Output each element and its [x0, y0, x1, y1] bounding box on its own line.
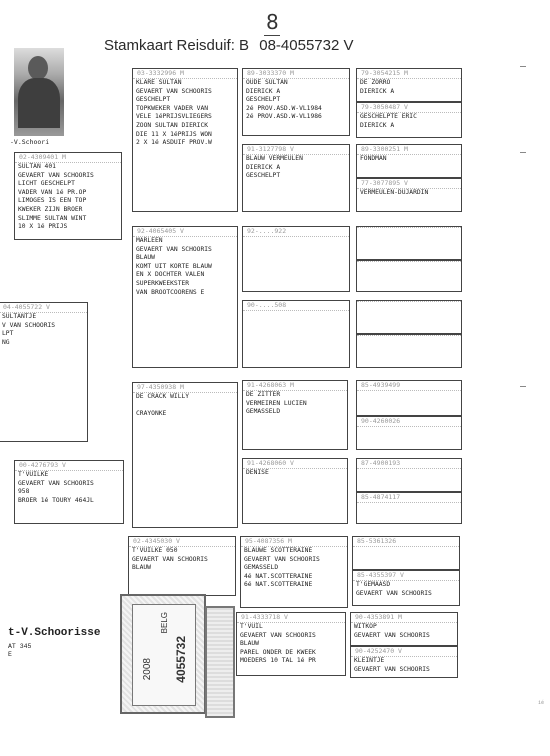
ring-number: 90-....508 [243, 301, 349, 311]
pedigree-line: LPT [2, 330, 14, 338]
pedigree-line: EN X DOCHTER VALEN [136, 271, 205, 279]
pedigree-line: MOEDERS 10 TAL 1é PR [240, 657, 316, 665]
ring-number: 95-4087356 M [241, 537, 347, 547]
pedigree-box-sire-sire [132, 68, 238, 212]
footer [8, 627, 100, 658]
pedigree-line: 2 X 1é ASDUIF PROV.W [136, 139, 212, 147]
ring-number: 90-4353891 M [351, 613, 457, 623]
pedigree-line: GEMASSELD [246, 408, 281, 416]
pedigree-line: LIMOGES IS EEN TOP [18, 197, 87, 205]
pedigree-box-g8 [356, 334, 462, 368]
ring-number: 85-4939499 [357, 381, 461, 391]
pedigree-box-g7 [356, 300, 462, 334]
pedigree-line: GEVAERT VAN SCHOORIS [354, 665, 430, 673]
pedigree-line: VAN BROOTCOORENS E [136, 288, 205, 296]
side-mark: ié [537, 700, 544, 706]
stamp-ring: 4055732 [174, 636, 188, 683]
handwritten-underline [264, 35, 280, 36]
pedigree-line: DE ZORRO [360, 79, 391, 86]
margin-dash [520, 152, 526, 153]
pedigree-box-dds [240, 536, 348, 608]
ring-number: 87-4900193 [357, 459, 461, 469]
pedigree-line: KWEKER ZIJN BROER [18, 205, 83, 213]
margin-dash [520, 386, 526, 387]
pedigree-line: DIERICK A [246, 163, 281, 171]
stamp-year: 2008 [142, 658, 153, 681]
pedigree-line: T'VUILKE 050 [132, 547, 178, 554]
pedigree-box-g14 [352, 570, 460, 606]
ring-number: 91-4268060 V [243, 459, 347, 469]
pedigree-box-g5 [356, 226, 462, 260]
pedigree-line: DIERICK A [360, 87, 395, 95]
ring-number: 85-4874117 [357, 493, 461, 503]
pedigree-box-ssd [242, 144, 350, 212]
pedigree-box-g15 [350, 612, 458, 646]
pedigree-line: BLAUWE SCOTTERAINE [244, 547, 313, 554]
footer-line-3: E [8, 651, 12, 658]
stamp-country: BELG [160, 612, 169, 634]
pedigree-line: WITKOP [354, 623, 377, 630]
ring-number: 92-4065405 V [133, 227, 237, 237]
pedigree-line [133, 402, 237, 411]
pedigree-line: KOMT UIT KORTE BLAUW [136, 262, 212, 270]
ring-number: 90-4260026 [357, 417, 461, 427]
ring-number: 00-4276793 V [15, 461, 123, 471]
pedigree-line: OUDE SULTAN [246, 79, 288, 86]
pedigree-line: 2é PROV.ASD.W-VL1984 [246, 104, 322, 112]
pedigree-line: LICHT GESCHELPT [18, 180, 75, 188]
pedigree-line: TOPKWEKER VADER VAN [136, 104, 209, 112]
ring-number: 97-4350938 M [133, 383, 237, 393]
ring-number [357, 261, 461, 262]
pedigree-box-dsd [242, 458, 348, 524]
ring-number: 91-4268063 M [243, 381, 347, 391]
pedigree-line: GEVAERT VAN SCHOORIS [18, 479, 94, 487]
margin-dash [520, 66, 526, 67]
stamp-border-strip [205, 606, 235, 718]
photo-caption: -V.Schoori [10, 138, 50, 146]
ring-number: 85-5361326 [353, 537, 459, 547]
ring-number [357, 335, 461, 336]
ring-number [357, 227, 461, 228]
pedigree-line: T'VUILKE [18, 471, 49, 478]
pedigree-line: DE ZITTER [246, 391, 281, 398]
pedigree-line: SULTAN 401 [18, 163, 56, 170]
pedigree-line: GEVAERT VAN SCHOORIS [18, 171, 94, 179]
pedigree-box-g11 [356, 458, 462, 492]
ring-number: 89-3300251 M [357, 145, 461, 155]
breeder-name: t-V.Schoorisse [8, 627, 101, 639]
pedigree-line: GEVAERT VAN SCHOORIS [132, 555, 208, 563]
pedigree-box-sds [242, 226, 350, 292]
ring-number: 92-....922 [243, 227, 349, 237]
pedigree-line: GEVAERT VAN SCHOORIS [240, 631, 316, 639]
pedigree-line: DIE 11 X 1éPRIJS WON [136, 130, 212, 138]
ring-number: 91-3127798 V [243, 145, 349, 155]
ring-number: 79-3054215 M [357, 69, 461, 79]
pedigree-box-g12 [356, 492, 462, 524]
pedigree-box-sire-dam [132, 226, 238, 368]
pedigree-box-dam [0, 302, 88, 442]
pedigree-line: DIERICK A [360, 121, 395, 129]
pedigree-line: BLAUW [132, 564, 151, 572]
pedigree-line: 6é NAT.SCOTTERAINE [244, 581, 313, 589]
pedigree-line: GESCHELPT [246, 172, 281, 180]
pedigree-line: GEVAERT VAN SCHOORIS [356, 589, 432, 597]
pedigree-line: NG [2, 338, 10, 346]
pedigree-line: SLIMME SULTAN WINT [18, 214, 87, 222]
pedigree-line: GESCHELPTE ERIC [360, 113, 417, 120]
pedigree-line: GEVAERT VAN SCHOORIS [244, 555, 320, 563]
pedigree-line: MARLEEN [136, 237, 163, 244]
pedigree-line: GEVAERT VAN SCHOORIS [354, 631, 430, 639]
pedigree-box-g3 [356, 144, 462, 178]
pedigree-line: ZOON SULTAN DIERICK [136, 121, 209, 129]
ring-number: 77-3077895 V [357, 179, 461, 189]
pedigree-line: SULTANTJE [2, 313, 37, 320]
pedigree-line: 958 [18, 488, 30, 496]
ring-number: 04-4055722 V [0, 303, 87, 313]
pedigree-box-g4 [356, 178, 462, 212]
pedigree-line: DIERICK A [246, 87, 281, 95]
pedigree-line: VERMEIREN LUCIEN [246, 399, 307, 407]
ring-certificate-stamp [120, 594, 206, 714]
pedigree-box-g9 [356, 380, 462, 416]
ring-number: 90-4252470 V [351, 647, 457, 657]
pedigree-line: V VAN SCHOORIS [2, 321, 56, 329]
ring-number: 89-3033370 M [243, 69, 349, 79]
pedigree-box-sire [14, 152, 122, 240]
pedigree-box-dam-sire [132, 382, 238, 528]
pedigree-line: GEVAERT VAN SCHOORIS [136, 245, 212, 253]
pedigree-line: DENISE [246, 469, 269, 476]
pedigree-line: BLAUW VERMEULEN [246, 155, 303, 162]
pedigree-line: VERMEULEN-DUJARDIN [360, 189, 429, 196]
pedigree-line: GEMASSELD [244, 564, 279, 572]
pedigree-line: T'VUIL [240, 623, 263, 630]
pedigree-line: 4é NAT.SCOTTERAINE [244, 572, 313, 580]
ring-number: 79-3050487 V [357, 103, 461, 113]
ring-number: 02-4309401 M [15, 153, 121, 163]
ring-number: 03-3332996 M [133, 69, 237, 79]
ring-number: 08-4055732 V [259, 37, 354, 54]
pedigree-box-g10 [356, 416, 462, 450]
pedigree-line: PAREL ONDER DE KWEEK [240, 648, 316, 656]
ring-number: 02-4345030 V [129, 537, 235, 547]
ring-number: 85-4355397 V [353, 571, 459, 581]
pedigree-line: VADER VAN 1é PR.OP [18, 188, 87, 196]
pedigree-line: BLAUW [240, 640, 259, 648]
pedigree-line: CRAYONKE [136, 410, 167, 418]
pedigree-line: 10 X 1é PRIJS [18, 223, 68, 231]
pedigree-line: T'GEMAASD [356, 581, 391, 588]
pedigree-box-sdd [242, 300, 350, 368]
card-title [104, 37, 353, 54]
pedigree-box-dss [242, 380, 348, 450]
title-label: Stamkaart Reisduif: B [104, 37, 250, 54]
pedigree-box-g6 [356, 260, 462, 292]
pedigree-box-g13 [352, 536, 460, 570]
pedigree-box-g1 [356, 68, 462, 102]
pedigree-line: KLARE SULTAN [136, 79, 182, 86]
pedigree-box-ddd [236, 612, 346, 676]
pedigree-box-dam-dam-extra [128, 536, 236, 596]
pedigree-line: GEVAERT VAN SCHOORIS [136, 87, 212, 95]
pedigree-line: GESCHELPT [246, 96, 281, 104]
pedigree-line: GESCHELPT [136, 96, 171, 104]
pedigree-box-sss [242, 68, 350, 136]
pedigree-line: BROER 1é TOURY 464JL [18, 496, 94, 504]
pedigree-line: 2é PROV.ASD.W-VL1986 [246, 113, 322, 121]
pigeon-photo [14, 48, 64, 136]
pedigree-box-g16 [350, 646, 458, 678]
ring-number: 91-4333718 V [237, 613, 345, 623]
pedigree-box-g2 [356, 102, 462, 138]
pedigree-line: SUPERKWEEKSTER [136, 279, 190, 287]
footer-line-2: AT 345 [8, 643, 32, 650]
pedigree-line: FONDMAN [360, 155, 387, 162]
pedigree-line: VELE 1éPRIJSVLIEGERS [136, 113, 212, 121]
handwritten-number: 8 [266, 10, 279, 34]
pedigree-line: DE CRACK WILLY [136, 393, 190, 400]
ring-number [357, 301, 461, 302]
pedigree-line: BLAUW [136, 254, 155, 262]
pedigree-line: KLEINTJE [354, 657, 385, 664]
pedigree-box-dam-dam [14, 460, 124, 524]
